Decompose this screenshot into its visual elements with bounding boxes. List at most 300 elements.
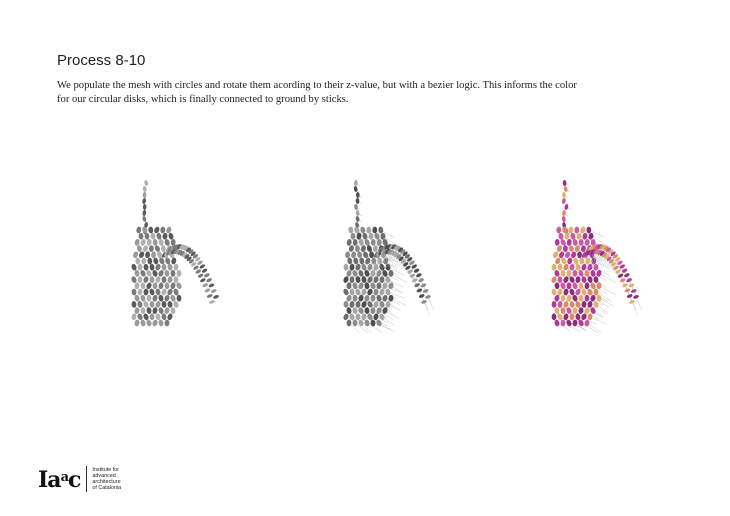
disk: [369, 251, 374, 258]
disk: [161, 301, 167, 308]
disk: [355, 276, 361, 283]
disk: [574, 227, 579, 234]
disk: [580, 226, 587, 234]
disk: [141, 257, 147, 265]
disk: [140, 319, 146, 327]
disk: [617, 273, 624, 279]
disk: [209, 299, 216, 304]
disk: [576, 232, 582, 240]
disk: [171, 257, 177, 265]
disk: [418, 277, 425, 282]
disk: [355, 216, 360, 223]
disk: [155, 288, 161, 296]
disk: [565, 319, 572, 327]
disk: [153, 239, 158, 246]
disk: [140, 294, 146, 302]
disk: [416, 288, 423, 293]
stick: [385, 311, 399, 319]
disk: [366, 226, 371, 233]
disk: [380, 276, 385, 283]
disk: [145, 251, 151, 258]
disk: [566, 307, 573, 315]
disk: [554, 269, 560, 277]
disk: [367, 313, 374, 321]
disk: [373, 300, 380, 308]
disk: [567, 257, 573, 265]
logo-line: advanced: [92, 473, 116, 479]
disk: [164, 307, 171, 315]
disk: [210, 288, 217, 293]
disk: [153, 226, 160, 234]
stick: [636, 297, 642, 311]
disk: [551, 288, 557, 296]
disk: [630, 288, 637, 293]
disk: [581, 288, 587, 296]
disk: [551, 313, 556, 320]
disk: [561, 198, 566, 205]
disk: [135, 258, 140, 265]
disk: [149, 276, 154, 283]
disk: [161, 264, 166, 271]
logo-line: architecture: [92, 479, 121, 485]
disk: [158, 307, 164, 315]
disk: [569, 288, 575, 296]
iaac-logo: [38, 466, 121, 492]
disk: [584, 319, 590, 327]
stick: [632, 302, 638, 316]
logo-divider: [86, 466, 87, 492]
disk: [134, 319, 140, 327]
disk: [143, 288, 149, 295]
mesh-figure-gray-sticks-drawing: [330, 175, 440, 330]
disk: [173, 300, 180, 308]
disk: [202, 282, 209, 287]
disk: [567, 282, 572, 289]
disk: [585, 295, 590, 302]
logo-line: Institute for: [92, 467, 120, 473]
disk: [167, 313, 174, 321]
disk: [170, 307, 176, 314]
disk: [366, 245, 373, 253]
disk: [134, 238, 140, 246]
disk: [149, 245, 154, 252]
disk: [342, 276, 349, 284]
disk: [136, 245, 142, 253]
disk: [563, 263, 570, 271]
disk: [593, 300, 600, 308]
disk: [134, 270, 140, 278]
disk: [142, 186, 147, 193]
disk: [373, 313, 380, 321]
disk: [197, 273, 204, 279]
disk: [174, 276, 179, 283]
disk: [346, 282, 351, 289]
disk: [137, 288, 142, 295]
disk: [563, 186, 568, 193]
disk: [364, 307, 370, 314]
disk: [155, 313, 161, 321]
disk: [170, 282, 177, 290]
disk: [561, 216, 566, 223]
disk: [360, 226, 366, 233]
disk: [153, 257, 159, 265]
disk: [155, 276, 162, 284]
disk: [143, 313, 150, 321]
disk: [143, 204, 147, 210]
disk: [409, 273, 416, 279]
disk: [354, 180, 358, 186]
disk: [371, 239, 376, 246]
disk: [137, 276, 142, 283]
disk: [143, 276, 150, 284]
disk: [355, 288, 362, 296]
disk: [161, 313, 167, 321]
disk: [158, 319, 164, 327]
disk: [551, 264, 556, 271]
disk: [161, 245, 166, 252]
disk: [208, 283, 215, 288]
disk: [134, 307, 140, 315]
disk: [554, 282, 559, 289]
disk: [633, 294, 640, 299]
disk: [626, 293, 633, 298]
disk: [346, 294, 353, 302]
disk: [564, 204, 569, 211]
page-title: Process 8-10: [57, 52, 146, 69]
disk: [558, 232, 564, 239]
disk: [362, 232, 368, 240]
disk: [382, 294, 388, 302]
disk: [146, 295, 151, 302]
disk: [161, 276, 166, 283]
disk: [148, 226, 153, 233]
disk: [413, 268, 420, 274]
disk: [590, 270, 596, 277]
disk: [134, 282, 139, 289]
disk: [590, 307, 596, 315]
disk: [348, 245, 355, 253]
disk: [161, 288, 168, 296]
mesh-figure-gray: [118, 175, 228, 330]
disk: [582, 301, 587, 308]
disk: [584, 239, 590, 247]
disk: [385, 288, 391, 296]
disk: [569, 263, 575, 271]
disk: [138, 233, 143, 240]
disk: [346, 239, 352, 247]
disk: [389, 270, 394, 277]
description-line: We populate the mesh with circles and rotate them acording to their z-value, but with a bezier logic. This informs the color: [57, 80, 577, 91]
mesh-figure-colored-drawing: [538, 175, 648, 330]
disk: [152, 307, 158, 314]
disk: [563, 245, 568, 252]
disk: [568, 245, 575, 253]
disk: [345, 251, 351, 258]
disk: [379, 301, 385, 309]
disk: [568, 276, 575, 284]
logo-line: of Catalonia: [92, 485, 122, 491]
stick: [581, 323, 598, 333]
disk: [143, 264, 149, 271]
disk: [146, 239, 152, 247]
disk: [141, 226, 148, 234]
disk: [563, 180, 567, 186]
disk: [160, 226, 166, 233]
disk: [388, 294, 394, 302]
disk: [552, 301, 557, 308]
disk: [349, 301, 355, 308]
disk: [136, 226, 142, 234]
disk: [563, 313, 569, 321]
disk: [354, 204, 359, 210]
disk: [343, 313, 350, 321]
disk: [349, 313, 356, 321]
disk: [167, 301, 173, 308]
disk: [146, 282, 153, 290]
disk: [587, 288, 594, 296]
disk: [347, 257, 353, 265]
disk: [373, 288, 378, 295]
stick: [391, 298, 406, 305]
disk: [213, 294, 220, 299]
disk: [343, 264, 348, 271]
disk: [353, 257, 359, 265]
stick: [413, 276, 419, 290]
disk: [379, 288, 385, 296]
disk: [343, 301, 348, 308]
disk: [555, 239, 560, 246]
disk: [177, 270, 182, 277]
disk: [131, 301, 137, 308]
disk: [164, 270, 169, 277]
stick: [424, 302, 430, 316]
disk: [152, 282, 157, 289]
stick: [428, 297, 434, 311]
disk: [560, 270, 565, 277]
disk: [575, 276, 581, 283]
mesh-figure-gray-sticks: [330, 175, 440, 330]
disk: [353, 239, 358, 246]
disk: [421, 299, 428, 304]
disk: [570, 251, 577, 259]
disk: [156, 232, 162, 240]
disk: [558, 251, 565, 259]
disk: [382, 269, 389, 277]
logo-text: [92, 467, 121, 491]
disk: [418, 293, 425, 298]
disk: [140, 282, 145, 289]
disk: [151, 251, 156, 258]
disk: [167, 263, 173, 271]
disk: [378, 226, 384, 233]
disk: [629, 299, 636, 304]
disk: [364, 319, 370, 327]
disk: [134, 294, 140, 302]
disk: [378, 313, 385, 321]
disk: [173, 263, 179, 270]
disk: [173, 288, 180, 296]
disk: [131, 263, 138, 271]
disk: [364, 282, 370, 289]
disk: [624, 288, 631, 293]
disk: [373, 276, 380, 284]
disk: [356, 192, 360, 198]
disk: [356, 210, 360, 216]
disk: [621, 268, 628, 274]
disk: [369, 233, 374, 240]
mesh-figure-gray-drawing: [118, 175, 228, 330]
disk: [388, 282, 395, 290]
disk: [350, 276, 355, 283]
disk: [149, 301, 154, 308]
disk: [138, 251, 145, 259]
disk: [132, 251, 139, 259]
disk: [164, 238, 171, 246]
disk: [346, 307, 352, 315]
disk: [158, 294, 164, 302]
disk: [137, 301, 143, 309]
disk: [158, 239, 164, 247]
disk: [176, 295, 181, 302]
disk: [359, 257, 365, 264]
disk: [570, 232, 576, 240]
disk: [140, 238, 147, 246]
disk: [558, 264, 563, 271]
disk: [361, 313, 367, 321]
disk: [149, 264, 154, 271]
disk: [578, 269, 584, 277]
disk: [168, 232, 174, 240]
disk: [346, 319, 351, 326]
disk: [201, 268, 208, 274]
disk: [590, 294, 597, 302]
disk: [581, 263, 588, 271]
disk: [356, 198, 360, 204]
disk: [144, 180, 149, 187]
disk: [169, 294, 176, 302]
disk: [584, 270, 590, 277]
stick: [625, 271, 631, 285]
disk: [360, 245, 366, 253]
disk: [158, 282, 164, 290]
disk: [379, 263, 386, 271]
disk: [150, 233, 155, 240]
disk: [164, 294, 171, 302]
description: [57, 79, 677, 107]
logo-mark: Ia$^a$c: [38, 467, 81, 493]
disk: [587, 276, 594, 284]
disk: [572, 307, 577, 314]
stick: [621, 276, 627, 290]
disk: [622, 282, 629, 287]
disk: [152, 294, 158, 302]
disk: [167, 276, 173, 284]
disk: [420, 283, 427, 288]
mesh-figure-colored: [538, 175, 648, 330]
disk: [355, 245, 360, 252]
disk: [142, 216, 147, 223]
disk: [146, 319, 153, 327]
disk: [353, 186, 358, 193]
disk: [584, 307, 591, 315]
disk: [204, 288, 211, 293]
stick: [590, 317, 607, 324]
disk: [373, 245, 379, 252]
disk: [558, 276, 563, 283]
disk: [165, 320, 170, 327]
disk: [350, 233, 355, 240]
disk: [156, 251, 162, 259]
disk: [579, 295, 584, 302]
disk: [376, 270, 382, 278]
disk: [149, 288, 156, 296]
disk: [149, 313, 154, 320]
disk: [146, 307, 152, 315]
disk: [372, 227, 377, 234]
disk: [165, 257, 171, 265]
disk: [152, 269, 159, 277]
disk: [579, 258, 584, 265]
disk: [165, 226, 172, 234]
disk: [348, 226, 354, 233]
disk: [155, 300, 162, 308]
disk: [572, 282, 579, 290]
disk: [562, 210, 567, 217]
disk: [351, 251, 357, 259]
disk: [346, 269, 353, 277]
disk: [142, 198, 147, 205]
disk: [569, 301, 575, 308]
disk: [566, 239, 572, 247]
disk: [164, 282, 169, 289]
disk: [131, 313, 137, 321]
disk: [382, 307, 389, 315]
disk: [143, 192, 147, 198]
disk: [414, 282, 421, 287]
stick: [563, 323, 580, 332]
disk: [206, 277, 213, 282]
disk: [556, 226, 562, 233]
disk: [131, 288, 136, 295]
disk: [141, 307, 146, 314]
disk: [554, 307, 560, 315]
disk: [142, 210, 146, 216]
disk: [152, 319, 159, 327]
disk: [206, 293, 213, 298]
disk: [154, 263, 161, 271]
disk: [578, 307, 584, 314]
disk: [628, 283, 635, 288]
disk: [562, 192, 566, 198]
disk: [147, 257, 152, 264]
disk: [171, 270, 176, 277]
disk: [422, 288, 429, 293]
disk: [626, 277, 633, 282]
disk: [425, 294, 432, 299]
disk: [203, 272, 210, 278]
disk: [572, 319, 577, 326]
disk: [137, 264, 142, 271]
disk: [554, 319, 560, 327]
disk: [557, 301, 562, 308]
stick: [569, 323, 586, 330]
description-line: for our circular disks, which is finally connected to ground by sticks.: [57, 94, 349, 105]
disk: [158, 257, 165, 265]
disk: [162, 232, 168, 240]
disk: [579, 239, 584, 246]
disk: [199, 277, 206, 283]
stick: [417, 271, 423, 285]
